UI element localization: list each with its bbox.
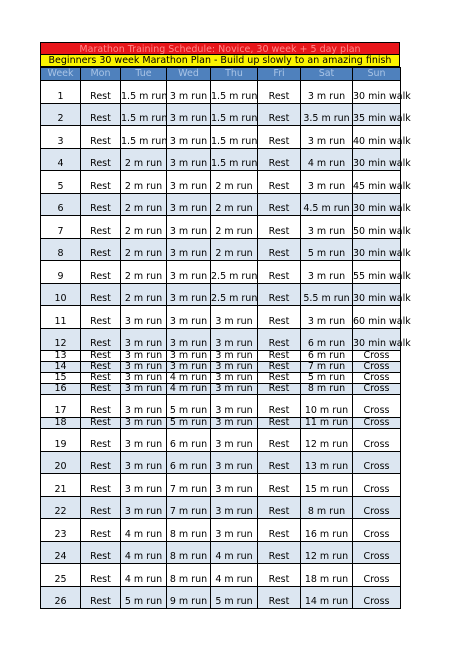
week-number-cell: 11	[41, 306, 81, 329]
week-number-cell: 17	[41, 395, 81, 418]
schedule-cell: Rest	[81, 542, 121, 564]
table-row	[41, 395, 401, 418]
table-row	[41, 384, 401, 395]
schedule-cell: 2.5 m run	[211, 284, 258, 306]
schedule-cell: Cross	[353, 418, 401, 429]
week-number-cell: 26	[41, 587, 81, 609]
week-number-cell: 10	[41, 284, 81, 306]
week-number-cell: 2	[41, 104, 81, 126]
schedule-cell: 2 m run	[211, 239, 258, 261]
schedule-cell: 3 m run	[167, 239, 211, 261]
schedule-cell: 10 m run	[301, 395, 353, 418]
schedule-cell: 3 m run	[211, 306, 258, 329]
schedule-cell: 3 m run	[211, 418, 258, 429]
schedule-cell: 40 min walk	[353, 126, 401, 149]
table-row	[41, 542, 401, 564]
week-number-cell: 14	[41, 362, 81, 373]
schedule-cell: Cross	[353, 395, 401, 418]
schedule-cell: 3 m run	[301, 261, 353, 284]
schedule-cell: Cross	[353, 429, 401, 452]
schedule-cell: 3 m run	[301, 171, 353, 194]
schedule-cell: 2 m run	[121, 194, 167, 216]
schedule-cell: 2 m run	[211, 194, 258, 216]
schedule-cell: 8 m run	[301, 384, 353, 395]
table-row	[41, 306, 401, 329]
schedule-cell: 14 m run	[301, 587, 353, 609]
schedule-cell: 4 m run	[121, 519, 167, 542]
schedule-cell: 35 min walk	[353, 104, 401, 126]
schedule-cell: 3 m run	[121, 329, 167, 351]
week-number-cell: 1	[41, 81, 81, 104]
table-row	[41, 171, 401, 194]
schedule-cell: Cross	[353, 351, 401, 362]
schedule-title: Marathon Training Schedule: Novice, 30 week + 5 day plan	[40, 42, 400, 55]
schedule-cell: 45 min walk	[353, 171, 401, 194]
schedule-cell: 5 m run	[301, 373, 353, 384]
schedule-cell: Rest	[81, 429, 121, 452]
schedule-cell: Rest	[258, 373, 301, 384]
schedule-cell: 8 m run	[301, 497, 353, 519]
schedule-cell: 3 m run	[301, 306, 353, 329]
schedule-cell: 5 m run	[167, 418, 211, 429]
table-row	[41, 351, 401, 362]
schedule-cell: Cross	[353, 362, 401, 373]
schedule-cell: 1.5 m run	[121, 104, 167, 126]
schedule-cell: 3 m run	[167, 261, 211, 284]
schedule-cell: Rest	[258, 587, 301, 609]
schedule-cell: 3 m run	[121, 452, 167, 474]
week-number-cell: 4	[41, 149, 81, 171]
schedule-cell: 3 m run	[167, 171, 211, 194]
week-number-cell: 22	[41, 497, 81, 519]
schedule-cell: 3 m run	[121, 384, 167, 395]
schedule-cell: Rest	[258, 395, 301, 418]
table-row	[41, 284, 401, 306]
schedule-cell: Cross	[353, 587, 401, 609]
table-row	[41, 497, 401, 519]
schedule-cell: 30 min walk	[353, 239, 401, 261]
schedule-cell: 3 m run	[301, 81, 353, 104]
schedule-cell: Rest	[81, 81, 121, 104]
schedule-cell: 18 m run	[301, 564, 353, 587]
schedule-cell: 30 min walk	[353, 149, 401, 171]
schedule-cell: Rest	[81, 452, 121, 474]
schedule-cell: Rest	[258, 497, 301, 519]
schedule-cell: Rest	[81, 373, 121, 384]
schedule-cell: 3 m run	[167, 194, 211, 216]
schedule-cell: 3 m run	[121, 373, 167, 384]
schedule-cell: 3 m run	[301, 216, 353, 239]
schedule-cell: Rest	[258, 564, 301, 587]
schedule-cell: 3 m run	[167, 149, 211, 171]
schedule-cell: Rest	[258, 542, 301, 564]
schedule-cell: Rest	[81, 351, 121, 362]
schedule-cell: 2.5 m run	[211, 261, 258, 284]
schedule-cell: 2 m run	[121, 171, 167, 194]
schedule-cell: 7 m run	[167, 497, 211, 519]
schedule-cell: Rest	[258, 149, 301, 171]
table-row	[41, 373, 401, 384]
schedule-cell: Cross	[353, 373, 401, 384]
schedule-cell: 3 m run	[211, 519, 258, 542]
schedule-cell: 3 m run	[211, 474, 258, 497]
schedule-cell: 30 min walk	[353, 284, 401, 306]
week-number-cell: 23	[41, 519, 81, 542]
schedule-cell: Rest	[258, 261, 301, 284]
schedule-cell: 3 m run	[167, 284, 211, 306]
schedule-cell: Rest	[258, 384, 301, 395]
column-header: Thu	[211, 68, 258, 81]
schedule-cell: 3 m run	[167, 104, 211, 126]
schedule-cell: 1.5 m run	[121, 81, 167, 104]
schedule-cell: 5.5 m run	[301, 284, 353, 306]
schedule-cell: 3 m run	[121, 395, 167, 418]
schedule-cell: 2 m run	[121, 261, 167, 284]
week-number-cell: 9	[41, 261, 81, 284]
schedule-cell: 5 m run	[121, 587, 167, 609]
column-header: Sat	[301, 68, 353, 81]
schedule-cell: 1.5 m run	[211, 81, 258, 104]
week-number-cell: 12	[41, 329, 81, 351]
schedule-cell: Rest	[258, 306, 301, 329]
schedule-cell: Rest	[258, 452, 301, 474]
schedule-cell: 3 m run	[211, 452, 258, 474]
schedule-cell: 2 m run	[121, 149, 167, 171]
schedule-cell: 13 m run	[301, 452, 353, 474]
schedule-cell: Rest	[81, 497, 121, 519]
schedule-cell: 1.5 m run	[121, 126, 167, 149]
schedule-cell: 4.5 m run	[301, 194, 353, 216]
table-row	[41, 329, 401, 351]
schedule-cell: Cross	[353, 497, 401, 519]
table-row	[41, 239, 401, 261]
schedule-cell: Rest	[258, 474, 301, 497]
week-number-cell: 15	[41, 373, 81, 384]
schedule-cell: Rest	[258, 362, 301, 373]
schedule-cell: Rest	[81, 216, 121, 239]
column-header: Wed	[167, 68, 211, 81]
table-row	[41, 149, 401, 171]
schedule-cell: 30 min walk	[353, 329, 401, 351]
table-row	[41, 81, 401, 104]
schedule-cell: 3.5 m run	[301, 104, 353, 126]
schedule-cell: 5 m run	[301, 239, 353, 261]
week-number-cell: 3	[41, 126, 81, 149]
schedule-cell: 3 m run	[167, 126, 211, 149]
schedule-cell: 4 m run	[211, 542, 258, 564]
table-row	[41, 429, 401, 452]
table-row	[41, 216, 401, 239]
schedule-cell: 2 m run	[211, 216, 258, 239]
schedule-cell: 50 min walk	[353, 216, 401, 239]
schedule-cell: 1.5 m run	[211, 149, 258, 171]
table-row	[41, 362, 401, 373]
table-row	[41, 261, 401, 284]
header-row	[41, 68, 401, 81]
schedule-cell: 3 m run	[121, 306, 167, 329]
schedule-cell: Rest	[258, 329, 301, 351]
table-row	[41, 587, 401, 609]
schedule-cell: Rest	[258, 519, 301, 542]
schedule-cell: 4 m run	[121, 542, 167, 564]
schedule-cell: 2 m run	[121, 284, 167, 306]
schedule-cell: 3 m run	[167, 306, 211, 329]
table-row	[41, 418, 401, 429]
table-row	[41, 126, 401, 149]
schedule-cell: 6 m run	[301, 329, 353, 351]
schedule-cell: 4 m run	[167, 384, 211, 395]
schedule-cell: Rest	[81, 306, 121, 329]
schedule-cell: 3 m run	[211, 395, 258, 418]
week-number-cell: 21	[41, 474, 81, 497]
schedule-cell: 3 m run	[121, 418, 167, 429]
schedule-cell: 3 m run	[167, 216, 211, 239]
schedule-cell: 8 m run	[167, 542, 211, 564]
table-row	[41, 564, 401, 587]
schedule-cell: Rest	[81, 418, 121, 429]
schedule-cell: 4 m run	[301, 149, 353, 171]
table-row	[41, 519, 401, 542]
schedule-cell: Rest	[81, 395, 121, 418]
schedule-cell: 3 m run	[121, 497, 167, 519]
schedule-cell: 15 m run	[301, 474, 353, 497]
week-number-cell: 19	[41, 429, 81, 452]
schedule-cell: 6 m run	[167, 452, 211, 474]
schedule-cell: 6 m run	[167, 429, 211, 452]
schedule-cell: 30 min walk	[353, 81, 401, 104]
week-number-cell: 7	[41, 216, 81, 239]
schedule-cell: 30 min walk	[353, 194, 401, 216]
schedule-cell: 4 m run	[167, 373, 211, 384]
schedule-table	[40, 67, 411, 609]
column-header: Tue	[121, 68, 167, 81]
column-header: Week	[41, 68, 81, 81]
week-number-cell: 6	[41, 194, 81, 216]
schedule-cell: 2 m run	[121, 239, 167, 261]
schedule-cell: Rest	[258, 239, 301, 261]
schedule-cell: 11 m run	[301, 418, 353, 429]
week-number-cell: 25	[41, 564, 81, 587]
schedule-cell: Rest	[81, 194, 121, 216]
schedule-cell: 9 m run	[167, 587, 211, 609]
schedule-cell: 60 min walk	[353, 306, 401, 329]
schedule-cell: 5 m run	[167, 395, 211, 418]
week-number-cell: 8	[41, 239, 81, 261]
schedule-cell: Rest	[81, 284, 121, 306]
schedule-cell: 3 m run	[167, 329, 211, 351]
schedule-cell: 1.5 m run	[211, 126, 258, 149]
schedule-cell: 4 m run	[121, 564, 167, 587]
schedule-subtitle: Beginners 30 week Marathon Plan - Build up slowly to an amazing finish	[40, 55, 400, 67]
schedule-cell: 3 m run	[121, 362, 167, 373]
schedule-cell: Rest	[81, 104, 121, 126]
schedule-cell: 3 m run	[121, 351, 167, 362]
schedule-cell: 55 min walk	[353, 261, 401, 284]
week-number-cell: 24	[41, 542, 81, 564]
schedule-cell: Rest	[258, 284, 301, 306]
schedule-cell: 4 m run	[211, 564, 258, 587]
table-row	[41, 194, 401, 216]
schedule-cell: Rest	[258, 81, 301, 104]
schedule-cell: 12 m run	[301, 542, 353, 564]
schedule-cell: 3 m run	[211, 497, 258, 519]
schedule-cell: Rest	[81, 239, 121, 261]
schedule-cell: Rest	[81, 474, 121, 497]
schedule-cell: Rest	[258, 171, 301, 194]
week-number-cell: 18	[41, 418, 81, 429]
schedule-cell: Rest	[258, 126, 301, 149]
schedule-cell: Rest	[81, 171, 121, 194]
table-row	[41, 452, 401, 474]
schedule-cell: Rest	[81, 362, 121, 373]
schedule-cell: Rest	[81, 384, 121, 395]
schedule-cell: Rest	[258, 429, 301, 452]
schedule-cell: 3 m run	[211, 429, 258, 452]
schedule-cell: 3 m run	[301, 126, 353, 149]
schedule-cell: Rest	[258, 194, 301, 216]
schedule-cell: Rest	[81, 564, 121, 587]
schedule-cell: 8 m run	[167, 519, 211, 542]
schedule-cell: Rest	[81, 149, 121, 171]
schedule-cell: 8 m run	[167, 564, 211, 587]
schedule-cell: 6 m run	[301, 351, 353, 362]
schedule-cell: 3 m run	[211, 329, 258, 351]
schedule-cell: 2 m run	[211, 171, 258, 194]
table-row	[41, 474, 401, 497]
schedule-cell: Rest	[81, 519, 121, 542]
schedule-cell: 3 m run	[211, 384, 258, 395]
column-header: Sun	[353, 68, 401, 81]
schedule-cell: Rest	[81, 261, 121, 284]
schedule-cell: Rest	[258, 351, 301, 362]
week-number-cell: 13	[41, 351, 81, 362]
schedule-cell: 7 m run	[167, 474, 211, 497]
schedule-body	[41, 81, 411, 609]
schedule-cell: 3 m run	[121, 474, 167, 497]
schedule-cell: Rest	[258, 418, 301, 429]
schedule-cell: 3 m run	[167, 81, 211, 104]
schedule-cell: 3 m run	[211, 351, 258, 362]
schedule-cell: 3 m run	[167, 351, 211, 362]
schedule-cell: Cross	[353, 384, 401, 395]
schedule-cell: 3 m run	[167, 362, 211, 373]
schedule-cell: 3 m run	[211, 373, 258, 384]
week-number-cell: 20	[41, 452, 81, 474]
schedule-cell: 5 m run	[211, 587, 258, 609]
column-header: Fri	[258, 68, 301, 81]
schedule-cell: Rest	[81, 587, 121, 609]
table-row	[41, 104, 401, 126]
schedule-cell: 1.5 m run	[211, 104, 258, 126]
schedule-cell: 3 m run	[211, 362, 258, 373]
schedule-cell: Rest	[258, 216, 301, 239]
schedule-cell: Cross	[353, 519, 401, 542]
schedule-cell: Cross	[353, 474, 401, 497]
schedule-cell: 12 m run	[301, 429, 353, 452]
schedule-cell: 7 m run	[301, 362, 353, 373]
schedule-cell: Rest	[81, 126, 121, 149]
schedule-cell: Cross	[353, 564, 401, 587]
schedule-cell: Rest	[81, 329, 121, 351]
week-number-cell: 5	[41, 171, 81, 194]
schedule-cell: Rest	[258, 104, 301, 126]
schedule-cell: Cross	[353, 452, 401, 474]
schedule-cell: 16 m run	[301, 519, 353, 542]
schedule-sheet	[40, 42, 411, 609]
schedule-cell: Cross	[353, 542, 401, 564]
column-header: Mon	[81, 68, 121, 81]
schedule-cell: 3 m run	[121, 429, 167, 452]
week-number-cell: 16	[41, 384, 81, 395]
schedule-cell: 2 m run	[121, 216, 167, 239]
